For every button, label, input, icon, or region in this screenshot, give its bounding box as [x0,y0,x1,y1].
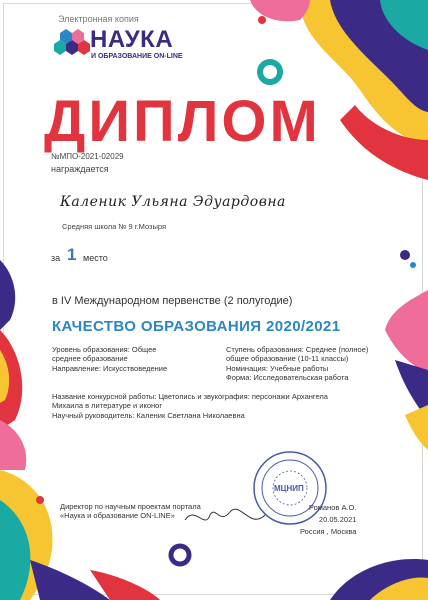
director-line-2: «Наука и образование ON-LINE» [60,511,175,520]
diploma-number: №МПО-2021-02029 [51,152,124,161]
details-left-line-1: Уровень образования: Общее [52,345,157,354]
deco-wave-bottom-pink [0,420,26,470]
details-right-line-3: Номинация: Учебные работы [226,364,329,373]
supervisor: Научный руководитель: Каленик Светлана Николаевна [52,411,245,420]
event-name: в IV Международном первенстве (2 полугодие) [52,295,293,307]
diploma-title: ДИПЛОМ [44,89,321,154]
place-number: 1 [67,245,77,264]
director-title [60,502,201,520]
deco-wave-right-pink [385,290,428,372]
deco-dot-purple [400,250,410,260]
signatory-block [300,502,356,538]
logo-hexagon-icon [54,29,90,55]
deco-dot-blue-small [410,262,416,268]
details-right-line-4: Форма: Исследовательская работа [226,373,349,382]
details-left-line-3: Направление: Искусствоведение [52,364,168,373]
work-title-line-2: Михаила в литературе и иконог [52,401,163,410]
details-right-line-1: Ступень образования: Среднее (полное) [226,345,369,354]
logo-name: НАУКА [90,26,174,53]
details-left-line-2: среднее образование [52,354,128,363]
logo-tagline: И ОБРАЗОВАНИЕ ON-LINE [91,53,183,60]
details-right-line-2: общее образование (10-11 классы) [226,354,349,363]
director-line-1: Директор по научным проектам портала [60,502,201,511]
deco-ring-teal [260,62,280,82]
signatory-place: Россия , Москва [300,527,357,536]
work-title-line-1: Название конкурсной работы: Цветопись и звукография: персонажи Архангела [52,392,328,401]
stamp-text: МЦНИП [274,484,304,493]
awarded-label: награждается [51,164,109,174]
deco-ring-bottom-purple [171,546,189,564]
place-suffix: место [83,253,108,263]
signatory-name: Романов А.О. [308,503,357,512]
recipient-school: Средняя школа № 9 г.Мозыря [62,222,167,231]
deco-dot-red [258,16,266,24]
recipient-name: Каленик Ульяна Эдуардовна [60,194,286,210]
watermark-text: Электронная копия [58,14,139,24]
deco-wave-right-yellow [405,405,428,450]
place-prefix: за [51,253,61,263]
signatory-date: 20.05.2021 [318,515,357,524]
deco-dot-bottom-red [36,496,44,504]
contest-headline: КАЧЕСТВО ОБРАЗОВАНИЯ 2020/2021 [52,318,341,335]
